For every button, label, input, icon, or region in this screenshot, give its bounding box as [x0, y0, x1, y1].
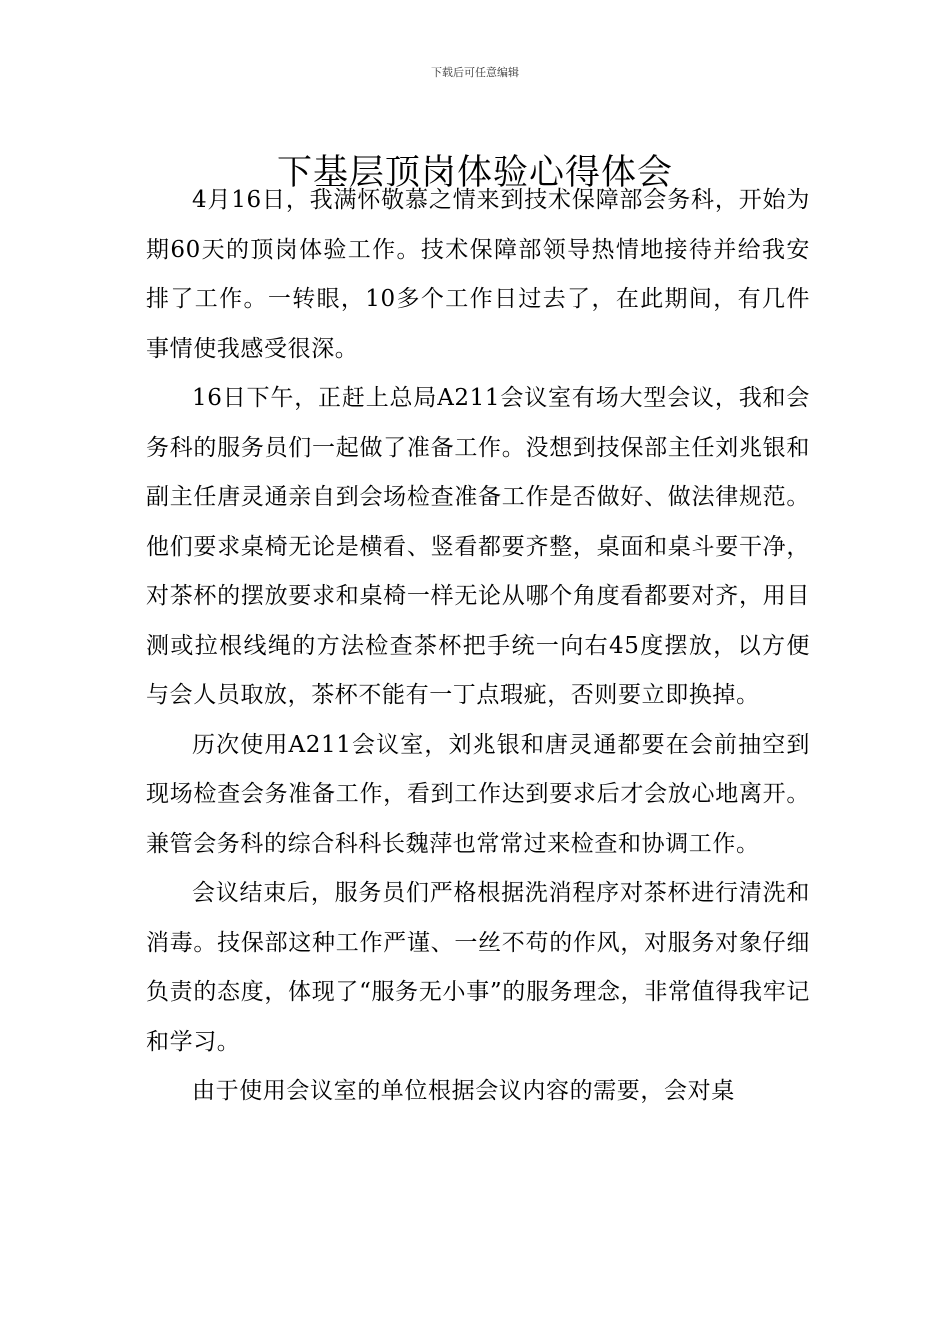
paragraph: 4月16日，我满怀敬慕之情来到技术保障部会务科，开始为期60天的顶岗体验工作。技术保障部领导热情地接待并给我安排了工作。一转眼，10多个工作日过去了，在此期间，有几件事情使我感受很深。 — [146, 187, 810, 362]
paragraph: 历次使用A211会议室，刘兆银和唐灵通都要在会前抽空到现场检查会务准备工作，看到工作达到要求后才会放心地离开。兼管会务科的综合科科长魏萍也常常过来检查和协调工作。 — [146, 731, 810, 857]
paragraph: 16日下午，正赶上总局A211会议室有场大型会议，我和会务科的服务员们一起做了准备工作。没想到技保部主任刘兆银和副主任唐灵通亲自到会场检查准备工作是否做好、做法律规范。他们要求桌椅无论是横看、竖看都要齐整，桌面和桌斗要干净，对茶杯的摆放要求和桌椅一样无论从哪个角度看都要对齐，用目测或拉根线绳的方法检查茶杯把手统一向右45度摆放，以方便与会人员取放，茶杯不能有一丁点瑕疵，否则要立即换掉。 — [146, 385, 810, 708]
paragraph: 由于使用会议室的单位根据会议内容的需要，会对桌 — [192, 1078, 735, 1104]
header-note: 下载后可任意编辑 — [431, 66, 519, 79]
document-title: 下基层顶岗体验心得体会 — [276, 153, 673, 194]
document-body — [146, 176, 810, 1117]
paragraph: 会议结束后，服务员们严格根据洗消程序对茶杯进行清洗和消毒。技保部这种工作严谨、一丝不苟的作风，对服务对象仔细负责的态度，体现了“服务无小事”的服务理念，非常值得我牢记和学习。 — [146, 880, 810, 1055]
